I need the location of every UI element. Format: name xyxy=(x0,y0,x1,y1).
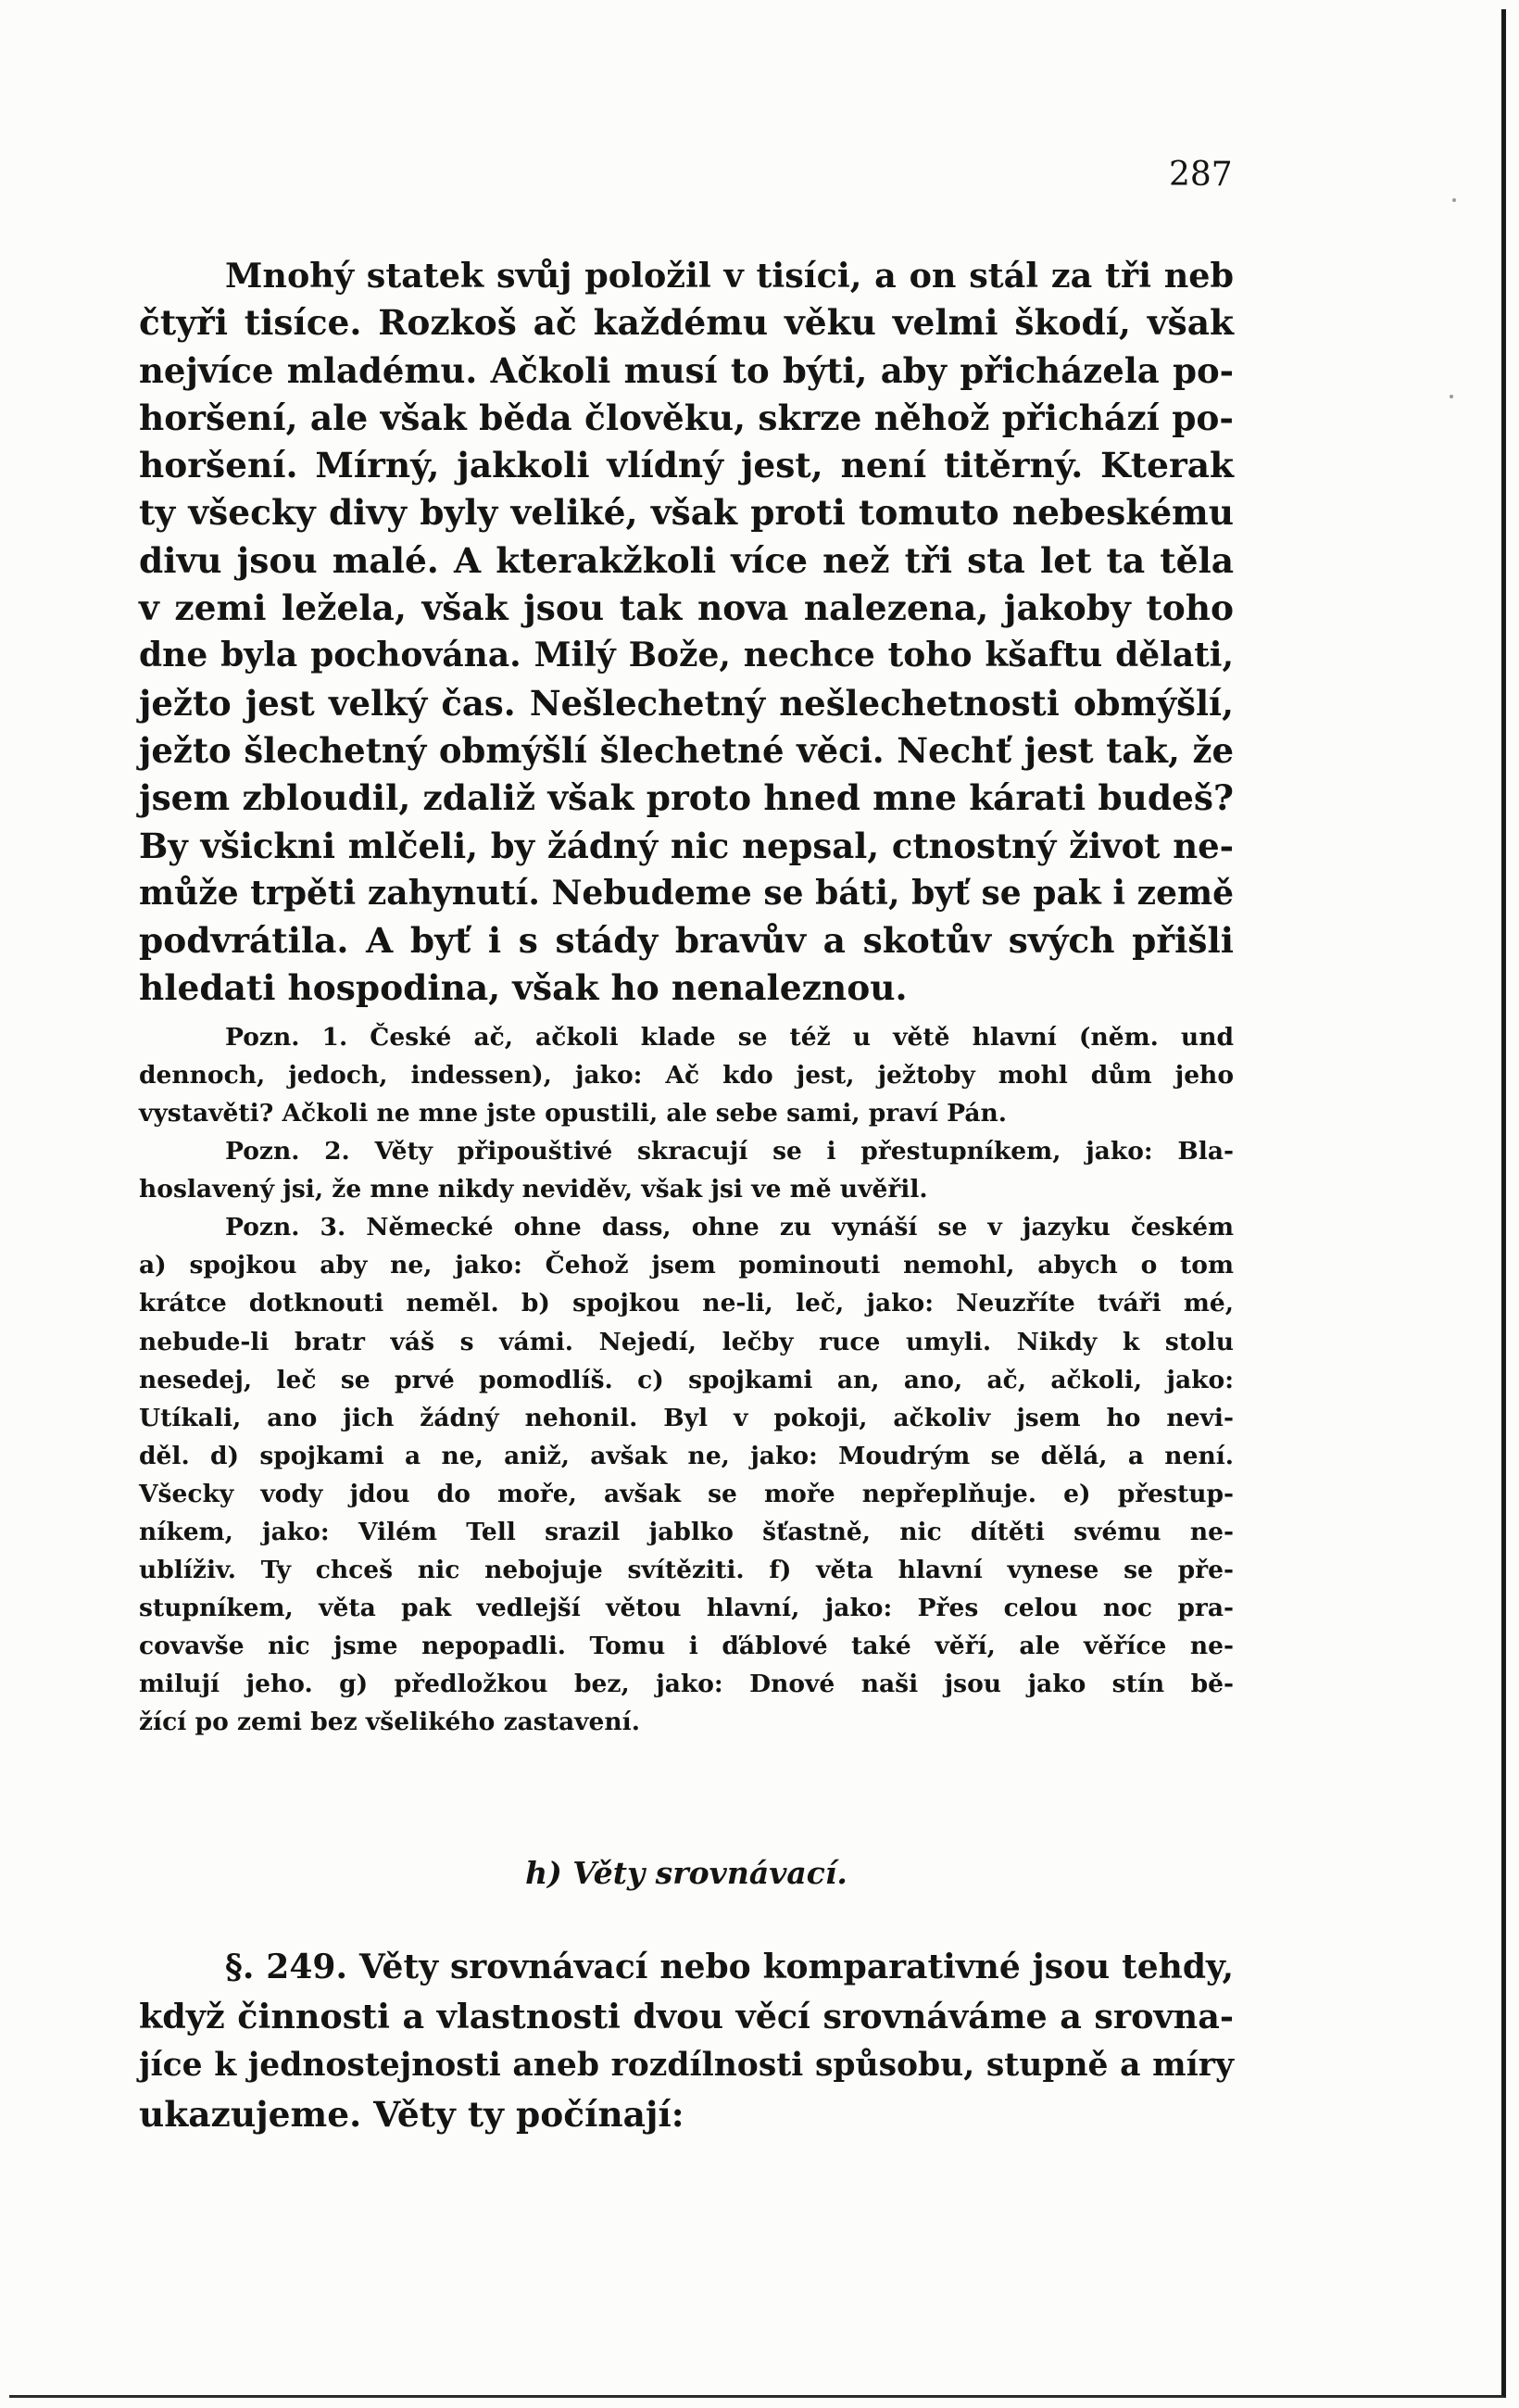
specks xyxy=(1452,198,1456,202)
note-3-line: covavše nic jsme nepopadli. Tomu i ďáblové také věří, ale věříce ne- xyxy=(139,1632,1234,1661)
page-body xyxy=(139,252,1234,1742)
paragraph-line: může trpěti zahynutí. Nebudeme se báti, byť se pak i země xyxy=(139,873,1234,913)
section-line: když činnosti a vlastnosti dvou věcí srovnáváme a srovna- xyxy=(139,1997,1234,2036)
note-3-line: děl. d) spojkami a ne, aniž, avšak ne, jako: Moudrým se dělá, a není. xyxy=(139,1441,1234,1470)
note-2-line: hoslavený jsi, že mne nikdy neviděv, však jsi ve mě uvěřil. xyxy=(139,1175,928,1204)
note-3-line: ublíživ. Ty chceš nic nebojuje svítěziti. f) věta hlavní vynese se pře- xyxy=(139,1556,1234,1585)
note-2-line: Pozn. 2. Věty připouštivé skracují se i přestupníkem, jako: Bla- xyxy=(225,1137,1234,1166)
paragraph-line: dne byla pochována. Milý Bože, nechce toho kšaftu dělati, xyxy=(139,636,1234,675)
note-3-line: Všecky vody jdou do moře, avšak se moře nepřeplňuje. e) přestup- xyxy=(139,1479,1234,1508)
note-1-line: dennoch, jedoch, indessen), jako: Ač kdo jest, ježtoby mohl dům jeho xyxy=(139,1060,1234,1090)
page-number: 287 xyxy=(1169,156,1233,194)
note-1-line: Pozn. 1. České ač, ačkoli klade se též u větě hlavní (něm. und xyxy=(225,1022,1234,1052)
paragraph-line: ježto jest velký čas. Nešlechetný nešlechetnosti obmýšlí, xyxy=(139,682,1234,724)
footnotes xyxy=(139,1018,1234,1742)
note-3-line: milují jeho. g) předložkou bez, jako: Dnové naši jsou jako stín bě- xyxy=(139,1670,1234,1699)
section-line: §. 249. Věty srovnávací nebo komparativné jsou tehdy, xyxy=(225,1948,1234,1986)
note-3-line: níkem, jako: Vilém Tell srazil jablko šťastně, nic dítěti svému ne- xyxy=(139,1517,1234,1546)
note-3-line: nesedej, leč se prvé pomodlíš. c) spojkami an, ano, ač, ačkoli, jako: xyxy=(139,1365,1234,1394)
section-line: ukazujeme. Věty ty počínají: xyxy=(139,2094,684,2135)
paragraph-line: divu jsou malé. A kterakžkoli více než tři sta let ta těla xyxy=(139,539,1234,581)
note-3-line: krátce dotknouti neměl. b) spojkou ne-li, leč, jako: Neuzříte tváři mé, xyxy=(139,1289,1234,1318)
note-3-line: nebude-li bratr váš s vámi. Nejedí, lečby ruce umyli. Nikdy k stolu xyxy=(139,1327,1234,1356)
note-3-line: a) spojkou aby ne, jako: Čehož jsem pominouti nemohl, abych o tom xyxy=(139,1251,1234,1280)
paragraph-line: Mnohý statek svůj položil v tisíci, a on stál za tři neb xyxy=(225,256,1234,296)
paragraph-line: horšení. Mírný, jakkoli vlídný jest, není titěrný. Kterak xyxy=(139,445,1234,486)
note-3-line: stupníkem, věta pak vedlejší větou hlavní, jako: Přes celou noc pra- xyxy=(139,1594,1234,1623)
section-249 xyxy=(139,1943,1234,2139)
paragraph-line: ty všecky divy byly veliké, však proti tomuto nebeskému xyxy=(139,492,1234,534)
note-3-line: Utíkali, ano jich žádný nehonil. Byl v pokoji, ačkoliv jsem ho nevi- xyxy=(139,1403,1234,1432)
paragraph-line: horšení, ale však běda člověku, skrze něhož přichází po- xyxy=(139,397,1234,438)
section-heading: h) Věty srovnávací. xyxy=(525,1855,847,1891)
paragraph-line: jsem zbloudil, zdaliž však proto hned mne kárati budeš? xyxy=(139,777,1234,819)
paragraph-line: By všickni mlčeli, by žádný nic nepsal, ctnostný život ne- xyxy=(139,825,1234,866)
paragraph-line: nejvíce mladému. Ačkoli musí to býti, aby přicházela po- xyxy=(139,349,1234,391)
note-3-line: žící po zemi bez všelikého zastavení. xyxy=(139,1708,640,1737)
note-1-line: vystavěti? Ačkoli ne mne jste opustili, ale sebe sami, praví Pán. xyxy=(139,1098,1007,1128)
main-paragraph xyxy=(139,252,1234,1013)
section-line: jíce k jednostejnosti aneb rozdílnosti spůsobu, stupně a míry xyxy=(139,2047,1234,2084)
paragraph-line: čtyři tisíce. Rozkoš ač každému věku velmi škodí, však xyxy=(139,302,1234,344)
note-3-line: Pozn. 3. Německé ohne dass, ohne zu vynáší se v jazyku českém xyxy=(225,1213,1234,1242)
paragraph-line: podvrátila. A byť i s stády bravův a skotův svých přišli xyxy=(139,920,1234,962)
paragraph-line: ježto šlechetný obmýšlí šlechetné věci. Nechť jest tak, že xyxy=(139,729,1234,771)
paragraph-line: v zemi ležela, však jsou tak nova nalezena, jakoby toho xyxy=(139,587,1234,629)
specks xyxy=(1450,395,1453,398)
paragraph-line: hledati hospodina, však ho nenaleznou. xyxy=(139,967,908,1009)
